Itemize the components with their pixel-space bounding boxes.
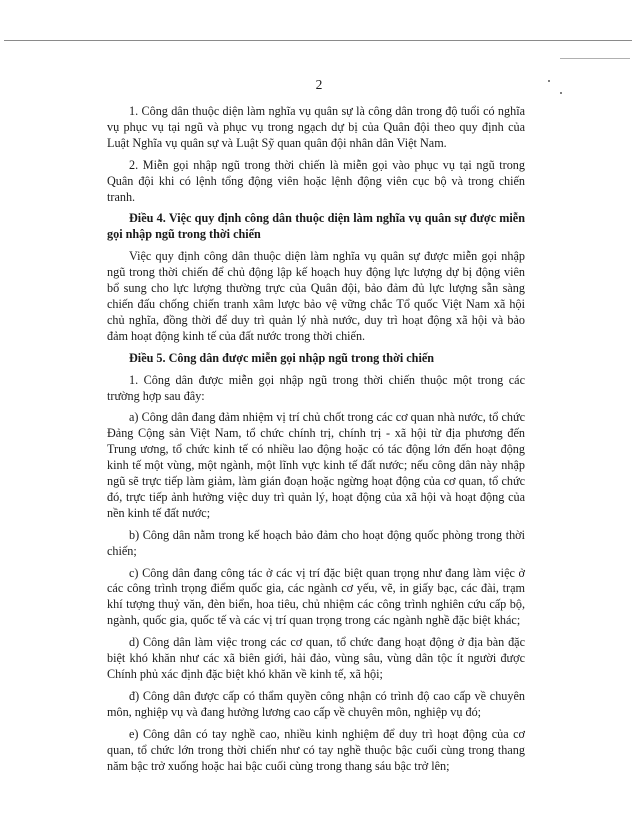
- paragraph: Việc quy định công dân thuộc diện làm nghĩa vụ quân sự được miễn gọi nhập ngũ trong thời chiến để chủ động lập kế hoạch huy động lực lượng dự bị động viên bổ sung cho lực lượng thường trực của Quân đội, bảo đảm đủ lực lượng sẵn sàng chiến đấu chống chiến tranh xâm lược bảo vệ vững chắc Tổ quốc Việt Nam xã hội chủ nghĩa, đồng thời để duy trì quản lý nhà nước, duy trì hoạt động xã hội và bảo đảm hoạt động kinh tế của đất nước trong thời chiến.: [107, 249, 525, 343]
- article-heading: Điều 5. Công dân được miễn gọi nhập ngũ trong thời chiến: [129, 350, 435, 365]
- document-body: [107, 104, 525, 780]
- list-item: a) Công dân đang đảm nhiệm vị trí chủ chốt trong các cơ quan nhà nước, tổ chức Đảng Cộng sản Việt Nam, tổ chức chính trị, chính trị - xã hội từ địa phương đến Trung ương, tổ chức kinh tế có nhiều lao động hoặc có tác động lớn đến hoạt động kinh tế một vùng, một ngành, một lĩnh vực kinh tế đất nước; nếu công dân này nhập ngũ sẽ trực tiếp làm giảm, làm gián đoạn hoặc ngừng hoạt động của cơ quan, tổ chức đó, trực tiếp ảnh hưởng việc duy trì quản lý, hoạt động của xã hội và hoạt động của nền kinh tế đất nước;: [107, 410, 525, 520]
- scan-edge-mark: [560, 58, 630, 59]
- list-item: đ) Công dân được cấp có thẩm quyền công nhận có trình độ cao cấp về chuyên môn, nghiệp vụ và đang hưởng lương cao cấp về chuyên môn, nghiệp vụ đó;: [107, 688, 525, 719]
- paragraph: 2. Miễn gọi nhập ngũ trong thời chiến là miễn gọi vào phục vụ tại ngũ trong Quân đội khi có lệnh tổng động viên hoặc lệnh động viên cục bộ và trong chiến tranh.: [107, 157, 525, 204]
- paragraph: 1. Công dân được miễn gọi nhập ngũ trong thời chiến thuộc một trong các trường hợp sau đây:: [107, 372, 525, 403]
- paragraph: 1. Công dân thuộc diện làm nghĩa vụ quân sự là công dân trong độ tuổi có nghĩa vụ phục vụ tại ngũ và phục vụ trong ngạch dự bị của Quân đội theo quy định của Luật Nghĩa vụ quân sự và Luật Sỹ quan quân đội nhân dân Việt Nam.: [107, 104, 525, 150]
- list-item: c) Công dân đang công tác ở các vị trí đặc biệt quan trọng như đang làm việc ở các công trình trọng điểm quốc gia, các ngành cơ yếu, vẽ, in giấy bạc, các đài, trạm khí tượng thuỷ văn, đèn biển, hoa tiêu, chủ nhiệm các công trình nghiên cứu cấp bộ, ngành, quốc gia, quốc tế và các vị trí quan trọng trong các ngành nghề đặc biệt khác;: [107, 565, 525, 628]
- list-item: e) Công dân có tay nghề cao, nhiều kinh nghiệm để duy trì hoạt động của cơ quan, tổ chức lớn trong thời chiến như có tay nghề thuộc bậc cuối cùng trong thang năm bậc trở xuống hoặc hai bậc cuối cùng trong thang sáu bậc trở lên;: [107, 726, 525, 773]
- article-heading: Điều 4. Việc quy định công dân thuộc diện làm nghĩa vụ quân sự được miễn gọi nhập ngũ trong thời chiến: [107, 211, 525, 242]
- scan-border-line: [4, 40, 632, 41]
- list-item: d) Công dân làm việc trong các cơ quan, tổ chức đang hoạt động ở địa bàn đặc biệt khó khăn như các xã biên giới, hải đảo, vùng sâu, vùng dân tộc ít người được Chính phủ xác định đặc biệt khó khăn về kinh tế, xã hội;: [107, 635, 525, 681]
- list-item: b) Công dân nằm trong kế hoạch bảo đảm cho hoạt động quốc phòng trong thời chiến;: [107, 527, 525, 558]
- page-number: 2: [315, 77, 323, 92]
